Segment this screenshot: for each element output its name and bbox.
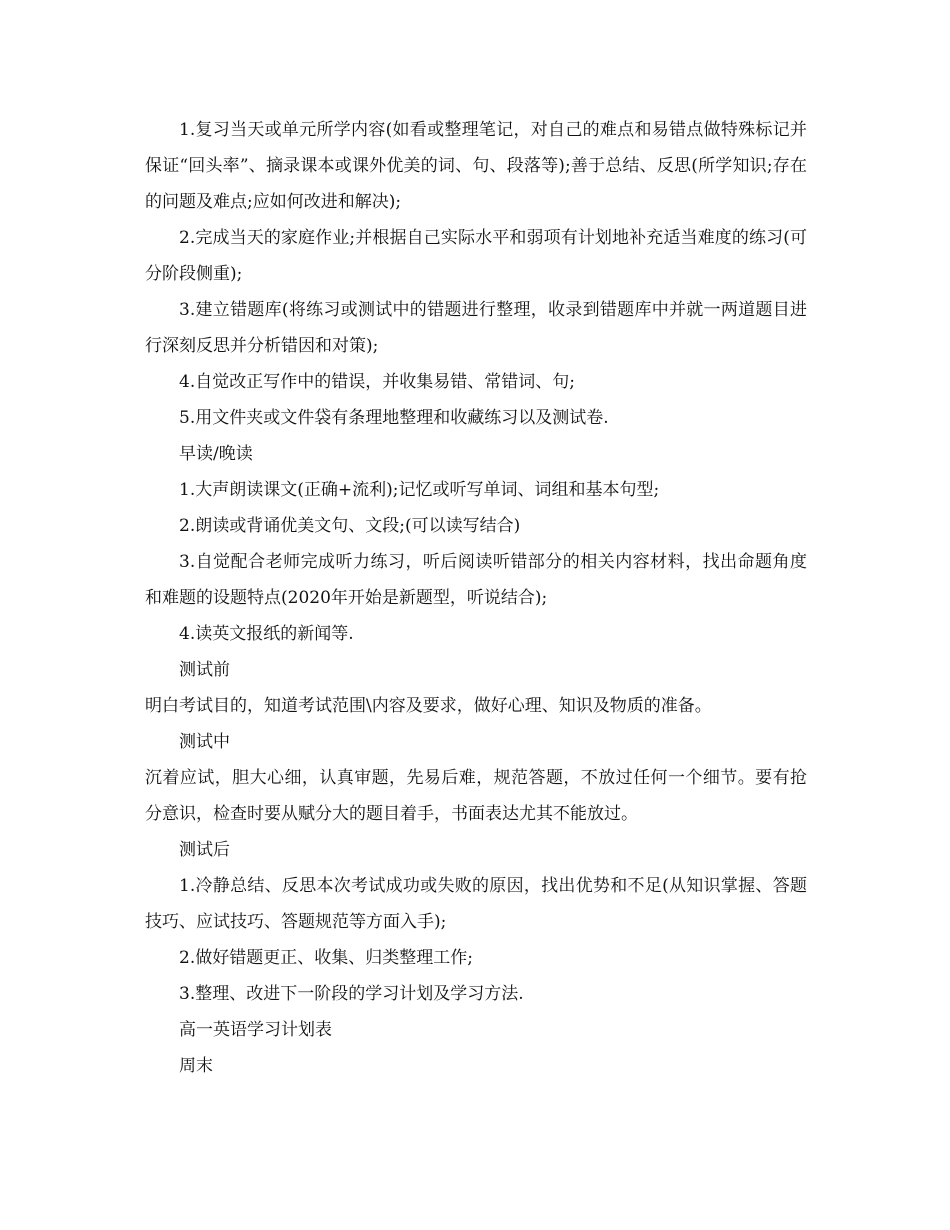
heading-morning-evening-reading: 早读/晚读 — [179, 444, 253, 464]
heading-before-test: 测试前 — [179, 660, 230, 680]
paragraph-error-bank: 3.建立错题库(将练习或测试中的错题进行整理，收录到错题库中并就一两道题目进行深刻反思并分析错因和对策); — [145, 300, 807, 356]
paragraph-next-plan: 3.整理、改进下一阶段的学习计划及学习方法. — [179, 984, 524, 1004]
heading-after-test: 测试后 — [179, 840, 230, 860]
paragraph-corrections: 2.做好错题更正、收集、归类整理工作; — [179, 948, 473, 968]
heading-weekend: 周末 — [179, 1056, 213, 1076]
paragraph-newspapers: 4.读英文报纸的新闻等. — [179, 624, 354, 644]
paragraph-review-content: 1.复习当天或单元所学内容(如看或整理笔记，对自己的难点和易错点做特殊标记并保证“回头率”、摘录课本或课外优美的词、句、段落等);善于总结、反思(所学知识;存在的问题及难点;应如何改进和解决); — [145, 120, 807, 212]
paragraph-writing-errors: 4.自觉改正写作中的错误，并收集易错、常错词、句; — [179, 372, 575, 392]
paragraph-during-test: 沉着应试，胆大心细，认真审题，先易后难，规范答题，不放过任何一个细节。要有抢分意识，检查时要从赋分大的题目着手，书面表达尤其不能放过。 — [145, 768, 807, 824]
document-body — [145, 112, 807, 1084]
heading-during-test: 测试中 — [179, 732, 230, 752]
paragraph-before-test: 明白考试目的，知道考试范围\内容及要求，做好心理、知识及物质的准备。 — [145, 696, 712, 716]
heading-study-plan-table: 高一英语学习计划表 — [179, 1020, 332, 1040]
paragraph-listening: 3.自觉配合老师完成听力练习，听后阅读听错部分的相关内容材料，找出命题角度和难题的设题特点(2020年开始是新题型，听说结合); — [145, 552, 807, 608]
paragraph-summarize: 1.冷静总结、反思本次考试成功或失败的原因，找出优势和不足(从知识掌握、答题技巧、应试技巧、答题规范等方面入手); — [145, 876, 807, 932]
paragraph-read-aloud: 1.大声朗读课文(正确+流利);记忆或听写单词、词组和基本句型; — [179, 480, 660, 500]
paragraph-homework: 2.完成当天的家庭作业;并根据自己实际水平和弱项有计划地补充适当难度的练习(可分阶段侧重); — [145, 228, 807, 284]
paragraph-folders: 5.用文件夹或文件袋有条理地整理和收藏练习以及测试卷. — [179, 408, 609, 428]
paragraph-recite: 2.朗读或背诵优美文句、文段;(可以读写结合) — [179, 516, 521, 536]
